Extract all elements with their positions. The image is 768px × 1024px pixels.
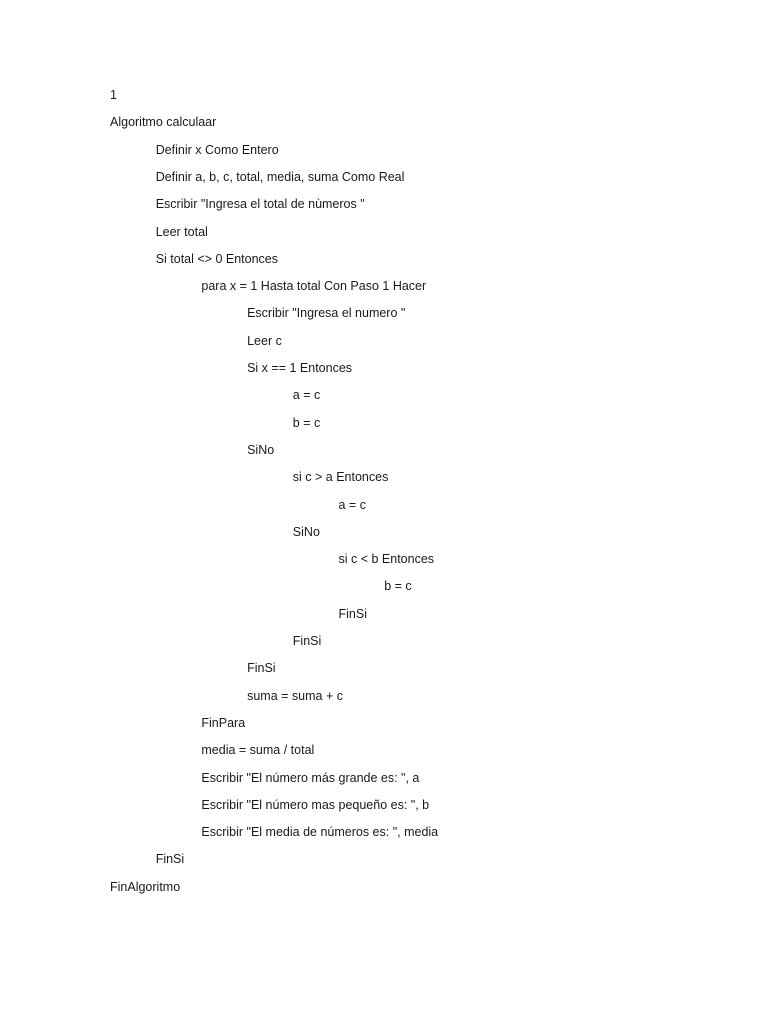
code-line: Escribir "Ingresa el total de nùmeros " [155,197,365,212]
code-line: a = c [338,497,366,512]
code-line: SiNo [247,442,275,457]
code-line: Escribir "El número mas pequeño es: ", b [201,797,430,812]
code-line: b = c [384,579,412,594]
code-line: FinSi [247,661,276,676]
code-line: Definir x Como Entero [155,142,279,157]
code-line: Si x == 1 Entonces [247,361,353,375]
code-line: FinSi [338,606,367,621]
code-line: FinSi [292,634,322,648]
code-line: Leer c [247,333,282,348]
code-line: Escribir "Ingresa el numero " [247,306,406,321]
code-line: Si total <> 0 Entonces [155,251,278,266]
code-line: Algoritmo calculaar [110,115,217,130]
code-line: si c > a Entonces [292,470,389,485]
code-line: SiNo [292,524,320,539]
code-line: Definir a, b, c, total, media, suma Como Real [155,169,405,184]
code-line: b = c [292,415,321,430]
code-line: FinSi [155,852,185,867]
code-line: 1 [110,88,117,102]
code-line: a = c [292,388,321,403]
code-line: Escribir "El media de números es: ", media [201,825,439,840]
code-line: Leer total [155,224,208,239]
code-line: Escribir "El número más grande es: ", a [201,770,420,785]
code-line: si c < b Entonces [338,552,435,567]
code-line: para x = 1 Hasta total Con Paso 1 Hacer [201,279,427,294]
code-line: FinPara [201,715,246,730]
code-line: FinAlgoritmo [110,879,181,894]
code-line: media = suma / total [201,743,315,758]
code-line: suma = suma + c [247,688,343,703]
